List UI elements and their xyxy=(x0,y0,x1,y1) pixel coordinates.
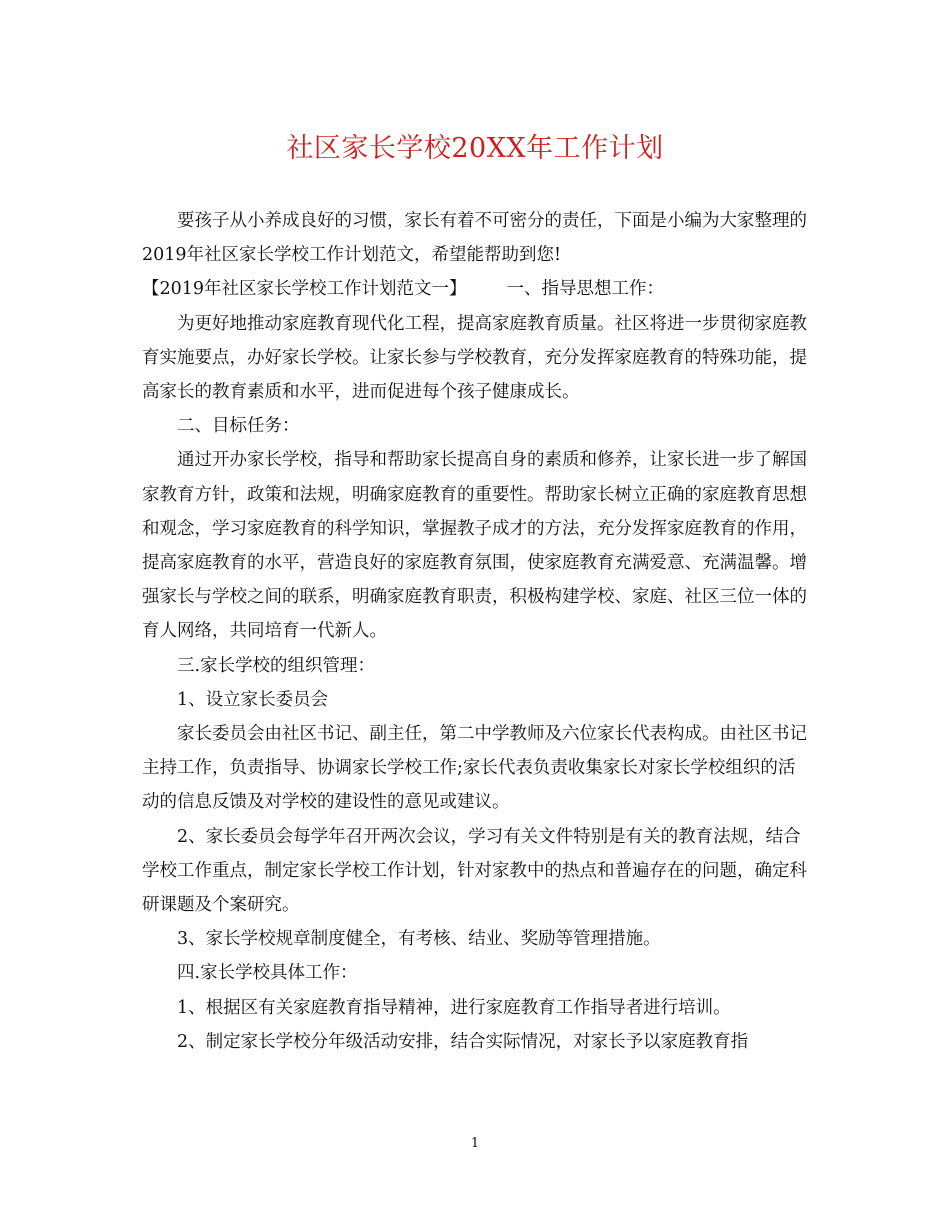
section2-heading: 二、目标任务： xyxy=(177,416,300,437)
section4-item2-paragraph: 2、制定家长学校分年级活动安排，结合实际情况，对家长予以家庭教育指 xyxy=(177,1031,749,1052)
section1-paragraph: 为更好地推动家庭教育现代化工程，提高家庭教育质量。社区将进一步贯彻家庭教育实施要点，办好家长学校。让家长参与学校教育，充分发挥家庭教育的特殊功能，提高家长的教育素质和水平，进而促进每个孩子健康成长。 xyxy=(142,313,807,403)
sample-label: 【2019年社区家长学校工作计划范文一】 xyxy=(142,279,467,300)
page-number: 1 xyxy=(470,1136,480,1151)
section4-heading: 四.家长学校具体工作： xyxy=(177,963,358,984)
section3-heading: 三.家长学校的组织管理： xyxy=(177,655,376,676)
sample-heading-line xyxy=(142,272,810,306)
intro-paragraph: 要孩子从小养成良好的习惯，家长有着不可密分的责任，下面是小编为大家整理的2019年社区家长学校工作计划范文，希望能帮助到您! xyxy=(142,211,807,266)
section1-heading: 一、指导思想工作： xyxy=(506,279,665,300)
section4-item1-paragraph: 1、根据区有关家庭教育指导精神，进行家庭教育工作指导者进行培训。 xyxy=(177,997,731,1018)
document-title: 社区家长学校20XX年工作计划 xyxy=(286,133,664,164)
document-body xyxy=(142,204,810,1059)
section2-paragraph: 通过开办家长学校，指导和帮助家长提高自身的素质和修养，让家长进一步了解国家教育方针，政策和法规，明确家庭教育的重要性。帮助家长树立正确的家庭教育思想和观念，学习家庭教育的科学知识，掌握教子成才的方法，充分发挥家庭教育的作用，提高家庭教育的水平，营造良好的家庭教育氛围，使家庭教育充满爱意、充满温馨。增强家长与学校之间的联系，明确家庭教育职责，积极构建学校、家庭、社区三位一体的育人网络，共同培育一代新人。 xyxy=(142,450,807,642)
section3-item2-paragraph: 2、家长委员会每学年召开两次会议，学习有关文件特别是有关的教育法规，结合学校工作重点，制定家长学校工作计划，针对家教中的热点和普遍存在的问题，确定科研课题及个案研究。 xyxy=(142,826,807,916)
section3-item1-paragraph: 家长委员会由社区书记、副主任，第二中学教师及六位家长代表构成。由社区书记主持工作，负责指导、协调家长学校工作;家长代表负责收集家长对家长学校组织的活动的信息反馈及对学校的建设性的意见或建议。 xyxy=(142,724,807,813)
section3-item3-paragraph: 3、家长学校规章制度健全，有考核、结业、奖励等管理措施。 xyxy=(177,929,661,950)
section3-item1-heading: 1、设立家长委员会 xyxy=(177,689,329,710)
